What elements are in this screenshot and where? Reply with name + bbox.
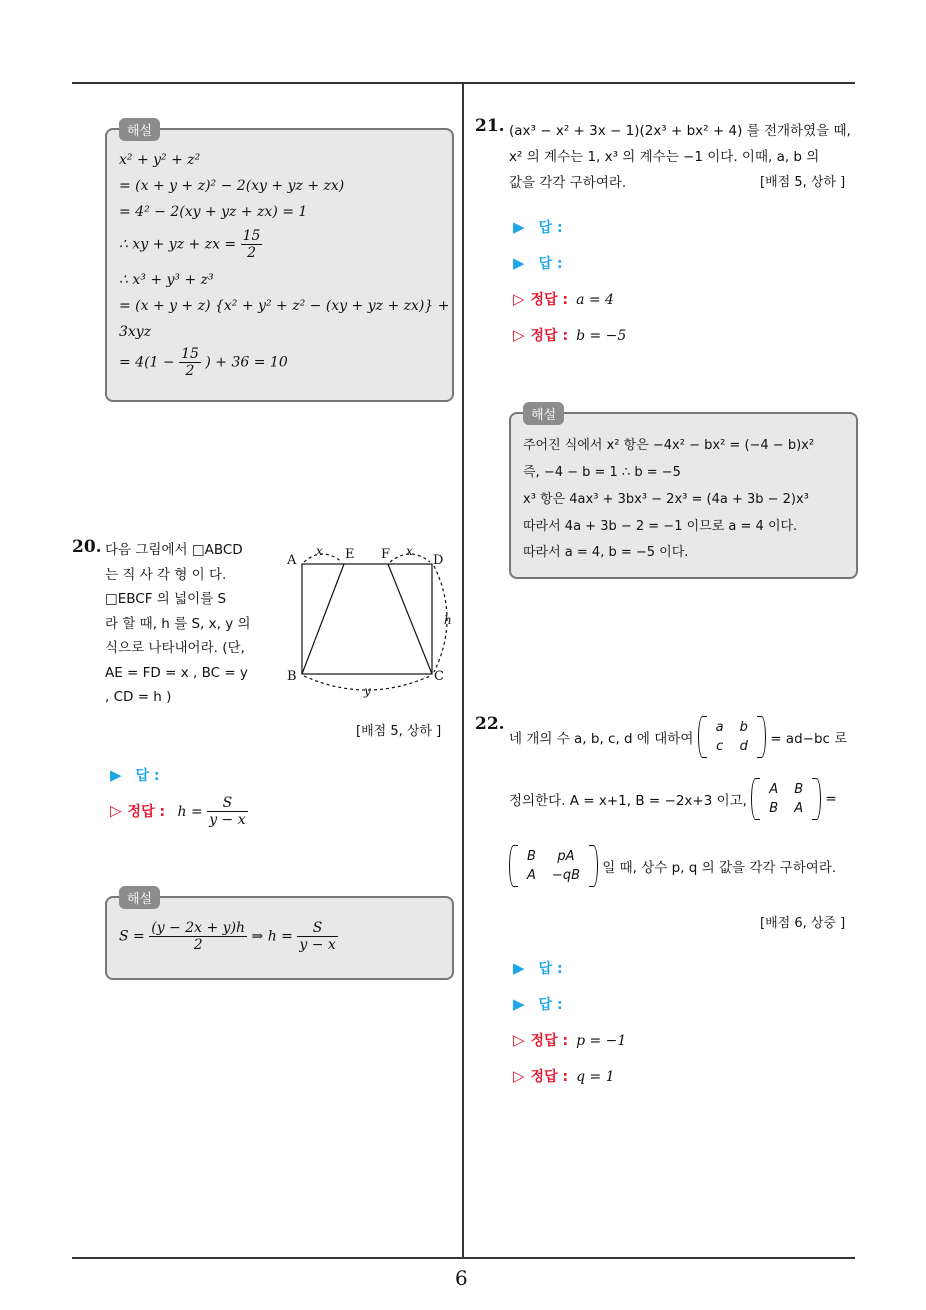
q21-correct-b: ▷ 정답 : b = −5 <box>513 326 627 344</box>
sol21-line-4: 따라서 4a + 3b − 2 = −1 이므로 a = 4 이다. <box>523 519 798 534</box>
sol19-line-2: = (x + y + z)² − 2(xy + yz + zx) <box>119 178 345 194</box>
q20-line-6: AE = FD = x , BC = y <box>105 664 248 681</box>
matrix-abcd: a b c d <box>698 716 766 758</box>
q22-answer-field-2: ▶ 답 : <box>513 995 563 1013</box>
sol20-formula: S = $\frac{(y - 2x + y)h}{2}$ ⇒ h = $\frac{S}{y - x}$ <box>119 920 336 953</box>
q21-score: [배점 5, 상하 ] <box>760 175 846 190</box>
column-divider <box>462 84 464 1257</box>
q20-correct: ▷ 정답 : h = $\frac{S}{y - x}$ <box>110 795 246 828</box>
play-triangle-icon: ▶ <box>110 766 122 784</box>
sol21-line-1: 주어진 식에서 x² 항은 −4x² − bx² = (−4 − b)x² <box>523 438 815 453</box>
solution-box-21 <box>509 408 858 579</box>
top-rule <box>72 82 855 84</box>
outline-triangle-icon: ▷ <box>110 801 122 820</box>
q20-line-1: 다음 그림에서 □ABCD <box>105 542 243 558</box>
q22-line-3: B pA A −qB 일 때, 상수 p, q 의 값을 각각 구하여라. <box>509 845 836 887</box>
q20-line-3: □EBCF 의 넓이를 S <box>105 591 227 607</box>
label-B: B <box>287 669 297 684</box>
outline-triangle-icon: ▷ <box>513 290 525 308</box>
q21-answer-field-2: ▶ 답 : <box>513 254 563 272</box>
bottom-rule <box>72 1257 855 1259</box>
sol21-line-2: 즉, −4 − b = 1 ∴ b = −5 <box>523 465 681 480</box>
arc-ae <box>304 554 342 562</box>
sol19-line-4: ∴ xy + yz + zx = $\frac{15}{2}$ <box>119 228 261 261</box>
q21-answer-field-1: ▶ 답 : <box>513 218 563 236</box>
q22-correct-p: ▷ 정답 : p = −1 <box>513 1031 627 1049</box>
q22-correct-q: ▷ 정답 : q = 1 <box>513 1067 615 1085</box>
q20-answer-field: ▶ 답 : <box>110 766 160 784</box>
label-D: D <box>433 553 444 568</box>
label-h: h <box>444 613 452 627</box>
q20-line-7: , CD = h ) <box>105 689 172 705</box>
rect-abcd <box>302 564 432 674</box>
sol19-line-3: = 4² − 2(xy + yz + zx) = 1 <box>119 204 308 220</box>
play-triangle-icon: ▶ <box>513 995 525 1013</box>
matrix-ab-ba: A B B A <box>751 778 821 820</box>
solution-tab: 해설 <box>119 886 160 909</box>
segment-eb <box>302 564 344 674</box>
q20-line-4: 라 할 때, h 를 S, x, y 의 <box>105 615 251 632</box>
q21-correct-a: ▷ 정답 : a = 4 <box>513 290 614 308</box>
play-triangle-icon: ▶ <box>513 959 525 977</box>
label-F: F <box>381 547 391 562</box>
outline-triangle-icon: ▷ <box>513 326 525 344</box>
q20-score: [배점 5, 상하 ] <box>356 724 442 739</box>
label-E: E <box>345 547 355 562</box>
outline-triangle-icon: ▷ <box>513 1067 525 1085</box>
question-21-number: 21. <box>475 116 505 136</box>
sol19-line-5: ∴ x³ + y³ + z³ <box>119 272 214 288</box>
label-x2: x <box>406 544 413 558</box>
sol19-line-7: 3xyz <box>119 324 152 340</box>
label-y: y <box>364 684 371 698</box>
label-A: A <box>287 553 297 568</box>
q22-line-1: 네 개의 수 a, b, c, d 에 대하여 a b c d = ad−bc 로 <box>509 716 847 758</box>
question-20-number: 20. <box>72 537 102 557</box>
outline-triangle-icon: ▷ <box>513 1031 525 1049</box>
sol21-line-3: x³ 항은 4ax³ + 3bx³ − 2x³ = (4a + 3b − 2)x³ <box>523 492 809 507</box>
solution-box-20 <box>105 892 454 980</box>
q22-answer-field-1: ▶ 답 : <box>513 959 563 977</box>
q21-line-3: 값을 각각 구하여라. <box>509 175 627 191</box>
q20-line-2: 는 직 사 각 형 이 다. <box>105 566 227 583</box>
q21-line-2: x² 의 계수는 1, x³ 의 계수는 −1 이다. 이때, a, b 의 <box>509 149 820 165</box>
segment-fc <box>388 564 432 674</box>
label-x1: x <box>316 544 323 558</box>
page-number: 6 <box>455 1266 468 1290</box>
q22-line-2: 정의한다. A = x+1, B = −2x+3 이고, A B B A = <box>509 778 837 820</box>
matrix-b-pa: B pA A −qB <box>509 845 598 887</box>
question-22-number: 22. <box>475 714 505 734</box>
rectangle-figure <box>284 540 456 700</box>
play-triangle-icon: ▶ <box>513 218 525 236</box>
question-20-text <box>105 538 275 710</box>
sol19-line-8: = 4(1 − $\frac{15}{2}$ ) + 36 = 10 <box>119 346 288 379</box>
solution-box-19 <box>105 124 454 402</box>
q20-line-5: 식으로 나타내어라. (단, <box>105 640 245 656</box>
q22-score: [배점 6, 상중 ] <box>760 916 846 931</box>
play-triangle-icon: ▶ <box>513 254 525 272</box>
label-C: C <box>434 669 444 684</box>
sol19-line-6: = (x + y + z) {x² + y² + z² − (xy + yz + zx)} + <box>119 298 450 314</box>
sol21-line-5: 따라서 a = 4, b = −5 이다. <box>523 545 689 560</box>
solution-tab: 해설 <box>523 402 564 425</box>
q21-line-1: (ax³ − x² + 3x − 1)(2x³ + bx² + 4) 를 전개하였을 때, <box>509 123 851 139</box>
solution-tab: 해설 <box>119 118 160 141</box>
sol19-line-1: x² + y² + z² <box>119 152 201 168</box>
